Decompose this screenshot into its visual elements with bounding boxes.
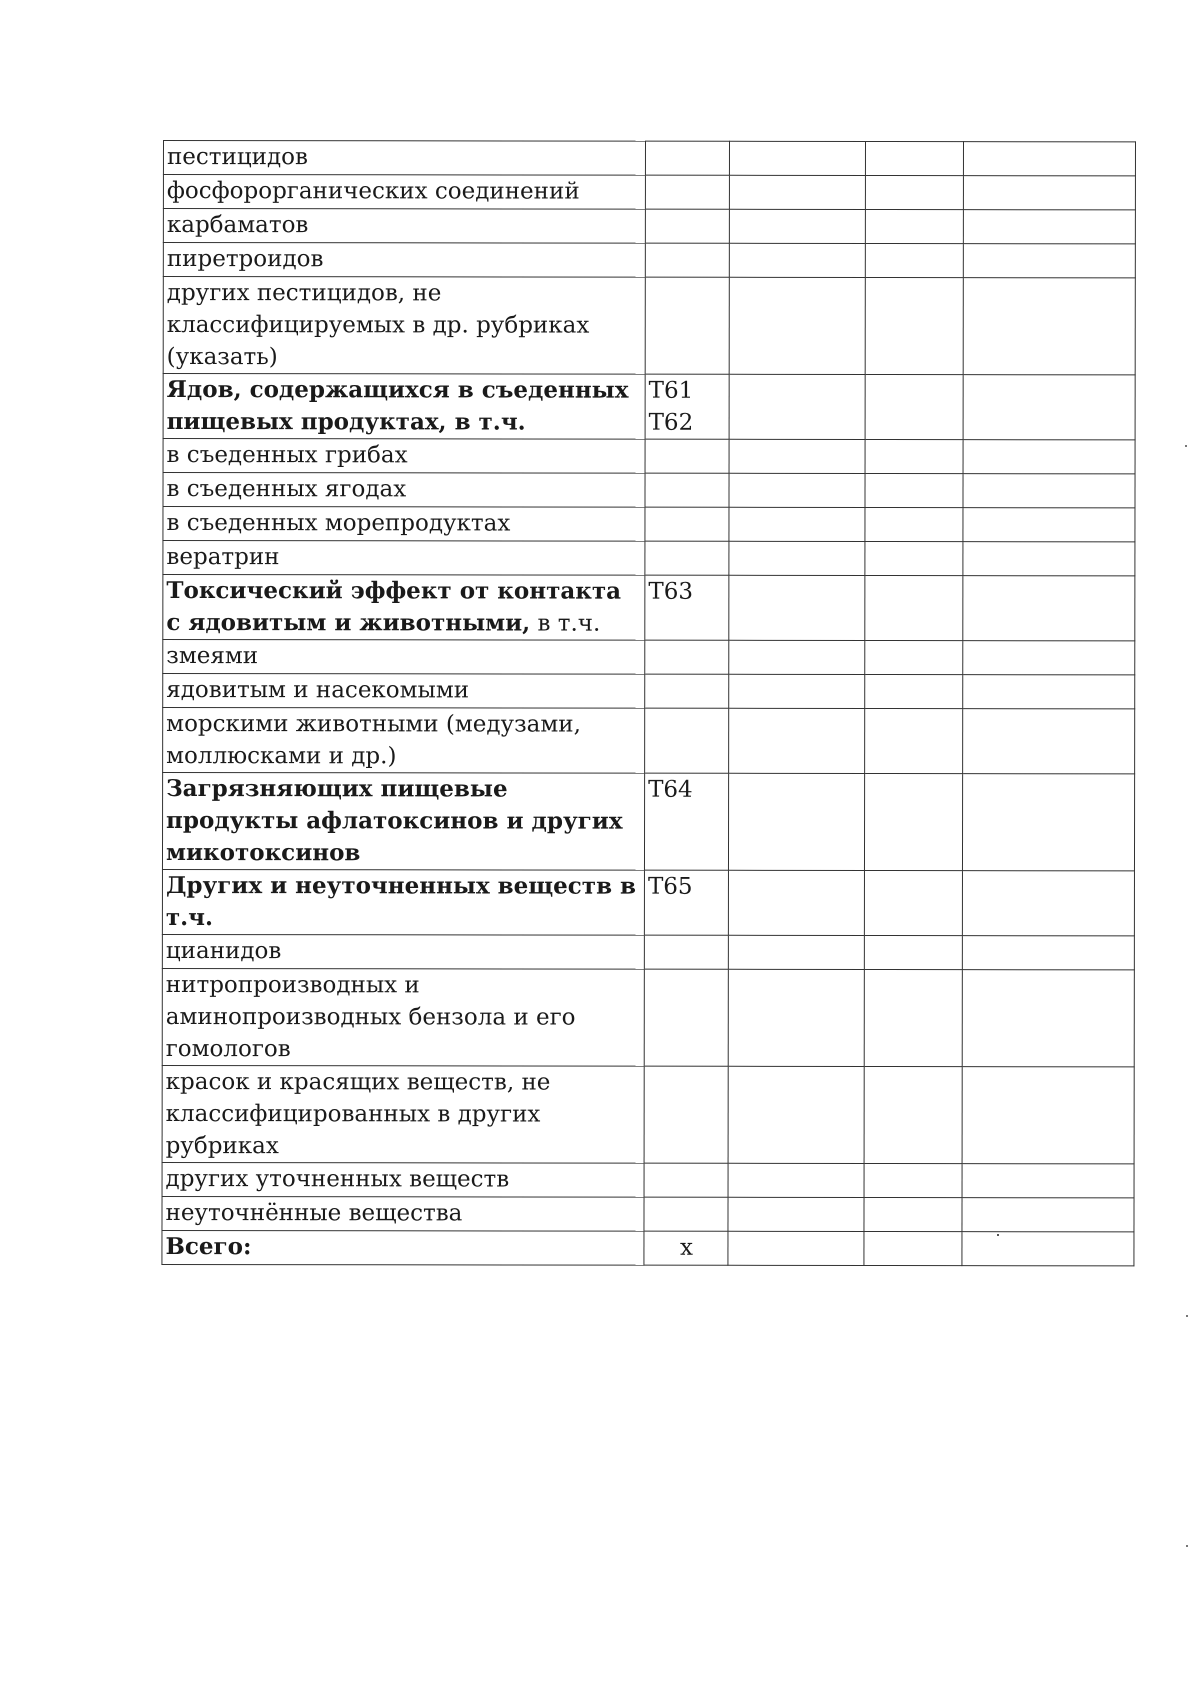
value-cell: [729, 374, 865, 439]
icd-code-cell: [645, 243, 729, 277]
row-label: нитропроизводных и аминопроизводных бензола и его гомологов: [162, 968, 644, 1066]
value-cell: [962, 1067, 1134, 1164]
value-cell: [865, 141, 963, 175]
row-label: карбаматов: [163, 209, 645, 244]
table-row: [162, 934, 1134, 969]
table-row: [163, 473, 1135, 508]
value-cell: [865, 640, 963, 674]
row-label-suffix: в т.ч.: [530, 610, 601, 637]
row-label: Загрязняющих пищевые продукты афлатоксинов и других микотоксинов: [162, 773, 644, 871]
table-row-total: [162, 1230, 1134, 1265]
value-cell: [729, 640, 865, 674]
table-row: [163, 507, 1135, 542]
scan-speck: [1185, 445, 1187, 447]
icd-code-cell: [644, 935, 728, 969]
value-cell: [729, 175, 865, 209]
value-cell: [963, 675, 1135, 709]
icd-code-cell: [645, 141, 729, 175]
table-row: [163, 209, 1135, 244]
value-cell: [962, 970, 1134, 1067]
icd-code-cell: [645, 277, 729, 374]
table-row: [162, 1196, 1134, 1231]
icd-code-cell: [645, 473, 729, 507]
icd-code-cell: [645, 640, 729, 674]
value-cell: [729, 243, 865, 277]
table-row: [163, 243, 1135, 278]
table-row: [162, 1162, 1134, 1197]
row-label: фосфорорганических соединений: [163, 175, 645, 210]
icd-code-cell: [644, 1066, 728, 1163]
row-label: морскими животными (медузами, моллюсками и др.): [163, 708, 645, 774]
value-cell: [865, 541, 963, 575]
value-cell: [865, 575, 963, 640]
icd-code-cell: [645, 209, 729, 243]
icd-code-cell: [644, 1163, 728, 1197]
icd-code-cell: Т65: [644, 870, 728, 935]
icd-code-cell: [645, 674, 729, 708]
row-label: в съеденных морепродуктах: [163, 507, 645, 542]
value-cell: [962, 1198, 1134, 1232]
value-cell: [728, 1197, 864, 1231]
value-cell: [728, 969, 864, 1066]
value-cell: [729, 439, 865, 473]
value-cell: [728, 870, 864, 935]
value-cell: [963, 278, 1135, 375]
value-cell: [864, 1231, 962, 1265]
table-row: [162, 1065, 1134, 1163]
row-label: Ядов, содержащихся в съеденных пищевых продуктах, в т.ч.: [163, 374, 645, 440]
scan-speck: [1186, 1315, 1188, 1317]
value-cell: [865, 708, 963, 773]
row-label: других уточненных веществ: [162, 1162, 644, 1197]
icd-code-cell: Т63: [645, 575, 729, 640]
value-cell: [728, 773, 864, 870]
table-row: [163, 640, 1135, 675]
scan-speck: [997, 1234, 999, 1236]
icd-code-cell: [645, 507, 729, 541]
value-cell: [865, 507, 963, 541]
value-cell: [962, 936, 1134, 970]
value-cell: [865, 473, 963, 507]
value-cell: [864, 773, 962, 870]
row-label: [163, 575, 645, 641]
value-cell: [963, 709, 1135, 774]
value-cell: [865, 209, 963, 243]
icd-code-cell: [644, 969, 728, 1066]
value-cell: [729, 541, 865, 575]
table-row: [163, 439, 1135, 474]
row-label: пестицидов: [163, 141, 645, 176]
table-row: [163, 575, 1135, 641]
value-cell: [962, 871, 1134, 936]
row-label: вератрин: [163, 541, 645, 576]
value-cell: [729, 209, 865, 243]
value-cell: [729, 575, 865, 640]
table-row: [162, 870, 1134, 936]
row-label: цианидов: [162, 934, 644, 969]
row-label: пиретроидов: [163, 243, 645, 278]
value-cell: [963, 210, 1135, 244]
value-cell: [865, 674, 963, 708]
row-label: неуточнённые вещества: [162, 1196, 644, 1231]
value-cell: [864, 969, 962, 1066]
value-cell: [864, 1066, 962, 1163]
icd-code-cell: [644, 1197, 728, 1231]
value-cell: [963, 641, 1135, 675]
table-row: [162, 773, 1134, 871]
value-cell: [865, 439, 963, 473]
value-cell: [962, 774, 1134, 871]
table-row: [163, 374, 1135, 440]
poisoning-report-table: [161, 140, 1136, 1266]
value-cell: [962, 1232, 1134, 1266]
row-label: в съеденных грибах: [163, 439, 645, 474]
value-cell: [963, 142, 1135, 176]
table-row: [163, 141, 1135, 176]
icd-code-cell: Т61 Т62: [645, 374, 729, 439]
row-label: красок и красящих веществ, не классифицированных в других рубриках: [162, 1065, 644, 1163]
value-cell: [963, 176, 1135, 210]
table-row: [163, 674, 1135, 709]
value-cell: [963, 508, 1135, 542]
value-cell: [963, 375, 1135, 440]
icd-code-cell: [645, 439, 729, 473]
value-cell: [963, 440, 1135, 474]
total-label: Всего:: [162, 1230, 644, 1265]
value-cell: [963, 474, 1135, 508]
value-cell: [865, 175, 963, 209]
value-cell: [729, 473, 865, 507]
value-cell: [864, 1163, 962, 1197]
value-cell: [728, 935, 864, 969]
value-cell: [864, 935, 962, 969]
value-cell: [729, 507, 865, 541]
value-cell: [729, 277, 865, 374]
value-cell: [962, 1164, 1134, 1198]
value-cell: [865, 374, 963, 439]
icd-code-cell: х: [644, 1231, 728, 1265]
value-cell: [864, 1197, 962, 1231]
value-cell: [865, 243, 963, 277]
value-cell: [728, 1231, 864, 1265]
icd-code-cell: [645, 175, 729, 209]
table-row: [163, 708, 1135, 774]
value-cell: [963, 542, 1135, 576]
value-cell: [729, 708, 865, 773]
table-row: [162, 968, 1134, 1066]
value-cell: [865, 277, 963, 374]
value-cell: [728, 1163, 864, 1197]
row-label: Других и неуточненных веществ в т.ч.: [162, 870, 644, 936]
scan-speck: [1186, 1545, 1188, 1547]
value-cell: [728, 1066, 864, 1163]
value-cell: [729, 141, 865, 175]
row-label: в съеденных ягодах: [163, 473, 645, 508]
row-label-bold: Токсический эффект от контакта с ядовитым и животными,: [166, 577, 622, 637]
row-label: змеями: [163, 640, 645, 675]
icd-code-cell: [645, 541, 729, 575]
value-cell: [963, 244, 1135, 278]
icd-code-cell: Т64: [644, 773, 728, 870]
table-row: [163, 541, 1135, 576]
table-row: [163, 175, 1135, 210]
table-row: [163, 277, 1135, 375]
row-label: ядовитым и насекомыми: [163, 674, 645, 709]
row-label: других пестицидов, не классифицируемых в др. рубриках (указать): [163, 277, 645, 375]
value-cell: [864, 870, 962, 935]
icd-code-cell: [645, 708, 729, 773]
value-cell: [729, 674, 865, 708]
value-cell: [963, 576, 1135, 641]
